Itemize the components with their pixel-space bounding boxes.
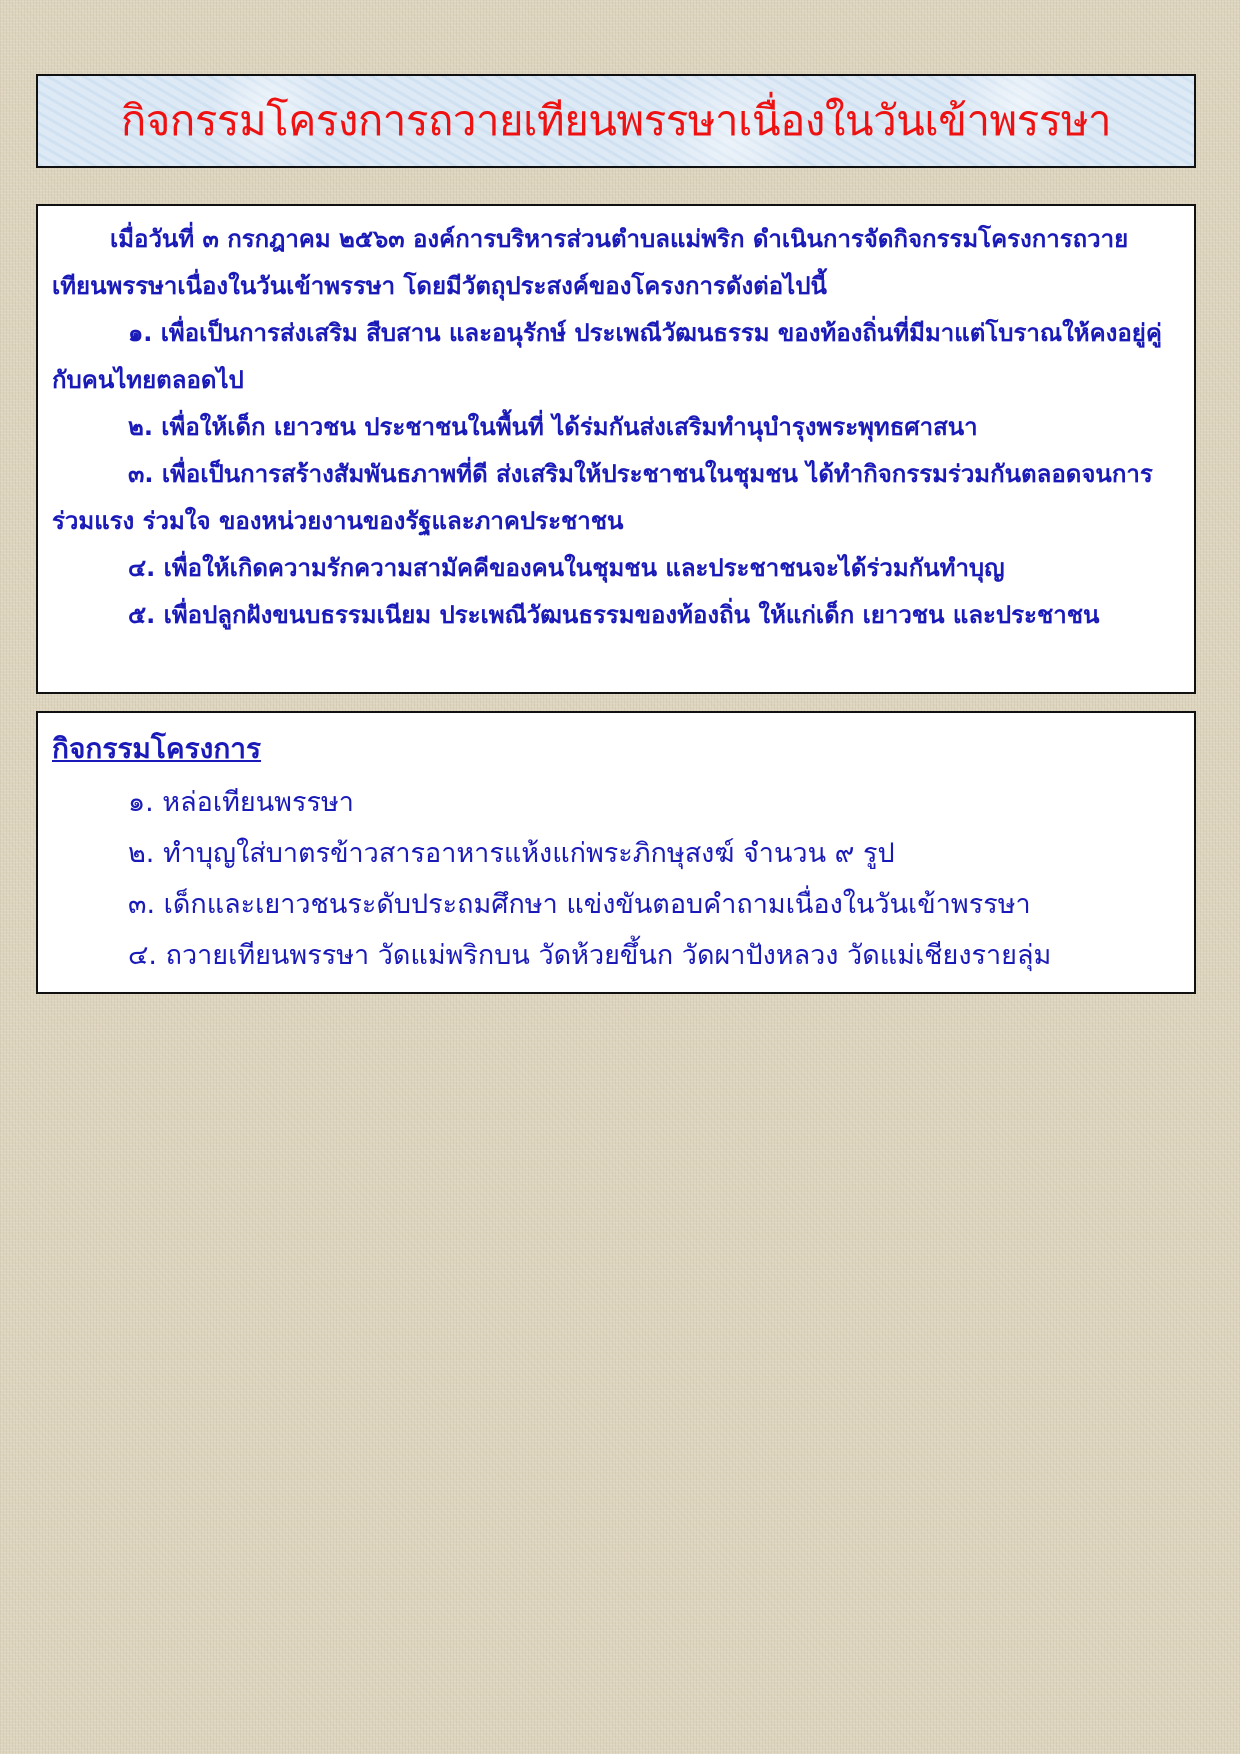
- activities-section: [36, 711, 1196, 994]
- activity-item-3: ๓. เด็กและเยาวชนระดับประถมศึกษา แข่งขันตอบคำถามเนื่องในวันเข้าพรรษา: [128, 889, 1031, 920]
- objective-item-4: ๔. เพื่อให้เกิดความรักความสามัคคีของคนในชุมชน และประชาชนจะได้ร่วมกันทำบุญ: [128, 554, 1005, 582]
- objective-item-2: ๒. เพื่อให้เด็ก เยาวชน ประชาชนในพื้นที่ ได้ร่มกันส่งเสริมทำนุบำรุงพระพุทธศาสนา: [128, 413, 978, 441]
- objectives-intro: เมื่อวันที่ ๓ กรกฎาคม ๒๕๖๓ องค์การบริหารส่วนตำบลแม่พริก ดำเนินการจัดกิจกรรมโครงการถวายเทียนพรรษาเนื่องในวันเข้าพรรษา โดยมีวัตถุประสงค์ของโครงการดังต่อไปนี้: [52, 225, 1129, 300]
- activities-list: [52, 777, 1180, 981]
- objective-item-3: ๓. เพื่อเป็นการสร้างสัมพันธภาพที่ดี ส่งเสริมให้ประชาชนในชุมชน ได้ทำกิจกรรมร่วมกันตลอดจนการร่วมแรง ร่วมใจ ของหน่วยงานของรัฐและภาคประชาชน: [52, 460, 1153, 535]
- activity-item-4: ๔. ถวายเทียนพรรษา วัดแม่พริกบน วัดห้วยขึ้นก วัดผาปังหลวง วัดแม่เชียงรายลุ่ม: [128, 940, 1052, 971]
- page-title: กิจกรรมโครงการถวายเทียนพรรษาเนื่องในวันเข้าพรรษา: [120, 95, 1112, 145]
- title-banner: [36, 74, 1196, 168]
- objective-item-1: ๑. เพื่อเป็นการส่งเสริม สืบสาน และอนุรักษ์ ประเพณีวัฒนธรรม ของท้องถิ่นที่มีมาแต่โบราณให้คงอยู่คู่กับคนไทยตลอดไป: [52, 319, 1162, 394]
- activity-item-1: ๑. หล่อเทียนพรรษา: [128, 787, 354, 818]
- activities-heading: กิจกรรมโครงการ: [52, 732, 262, 765]
- objective-item-5: ๕. เพื่อปลูกฝังขนบธรรมเนียม ประเพณีวัฒนธรรมของท้องถิ่น ให้แก่เด็ก เยาวชน และประชาชน: [128, 601, 1100, 629]
- objectives-section: [36, 204, 1196, 694]
- activity-item-2: ๒. ทำบุญใส่บาตรข้าวสารอาหารแห้งแก่พระภิกษุสงฆ์ จำนวน ๙ รูป: [128, 838, 895, 869]
